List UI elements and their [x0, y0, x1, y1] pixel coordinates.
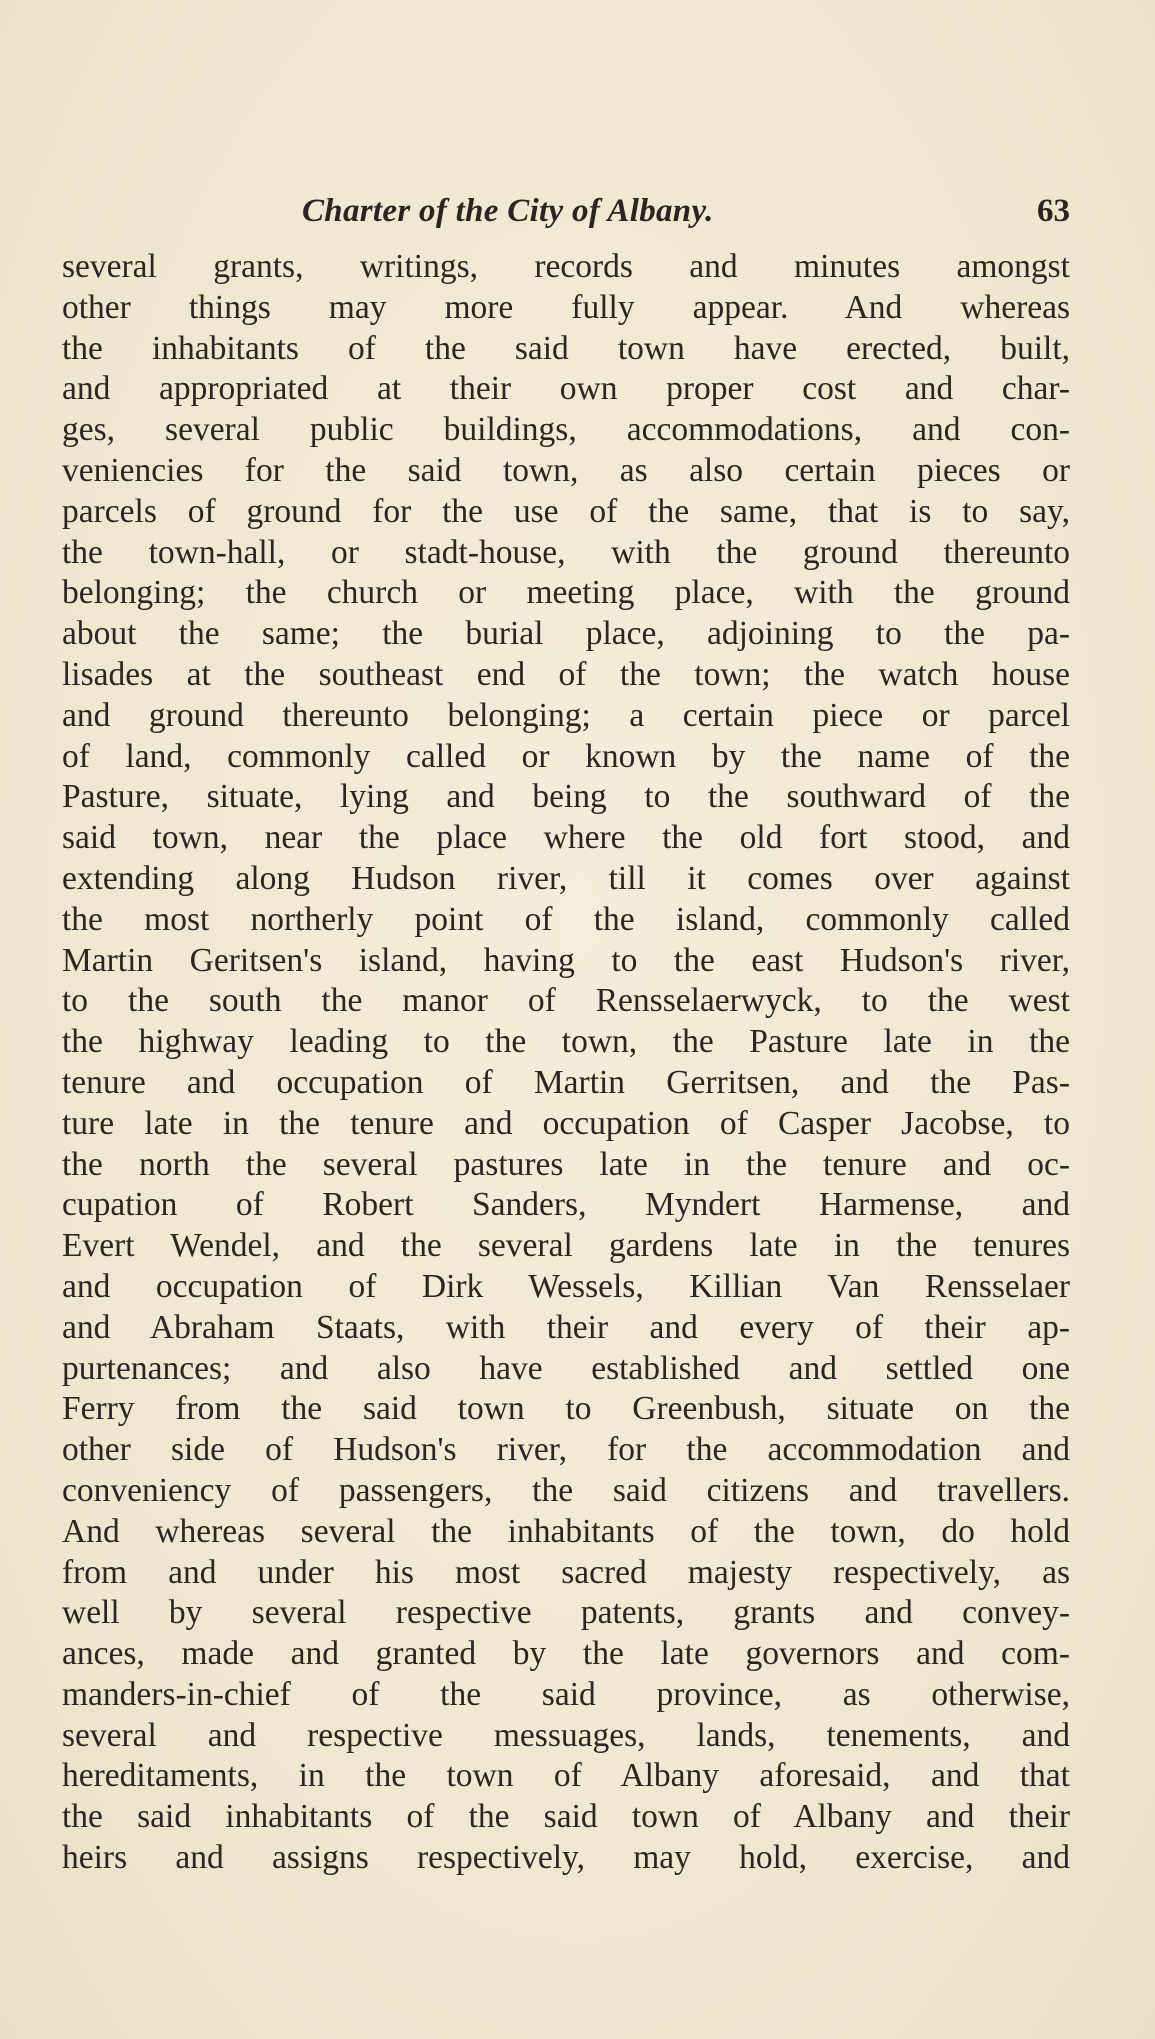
text-line: ture late in the tenure and occupation of Casper Jacobse, to [62, 1104, 1070, 1142]
text-line: the town-hall, or stadt-house, with the ground thereunto [62, 533, 1070, 571]
text-line: the said inhabitants of the said town of Albany and their [62, 1798, 1070, 1836]
text-line: purtenances; and also have established and settled one [62, 1349, 1070, 1387]
text-line: from and under his most sacred majesty respectively, as [62, 1553, 1070, 1591]
text-line: and appropriated at their own proper cost and char- [62, 370, 1070, 408]
text-line: Evert Wendel, and the several gardens late in the tenures [62, 1227, 1070, 1265]
text-line: and Abraham Staats, with their and every of their ap- [62, 1308, 1070, 1346]
text-line: heirs and assigns respectively, may hold, exercise, and [62, 1839, 1070, 1877]
text-line: several and respective messuages, lands, tenements, and [62, 1716, 1070, 1754]
text-line: and ground thereunto belonging; a certain piece or parcel [62, 696, 1070, 734]
text-line: cupation of Robert Sanders, Myndert Harmense, and [62, 1186, 1070, 1224]
text-line: Martin Geritsen's island, having to the east Hudson's river, [62, 941, 1070, 979]
text-line: ances, made and granted by the late governors and com- [62, 1635, 1070, 1673]
text-line: well by several respective patents, grants and convey- [62, 1594, 1070, 1632]
text-line: the inhabitants of the said town have erected, built, [62, 329, 1070, 367]
text-line: several grants, writings, records and minutes amongst [62, 248, 1070, 285]
page-number: 63 [1037, 193, 1070, 229]
text-line: of land, commonly called or known by the name of the [62, 737, 1070, 775]
text-line: Ferry from the said town to Greenbush, situate on the [62, 1390, 1070, 1428]
text-line: the most northerly point of the island, commonly called [62, 900, 1070, 938]
running-head [62, 186, 1070, 236]
text-line: the highway leading to the town, the Pasture late in the [62, 1023, 1070, 1061]
running-title: Charter of the City of Albany. [302, 193, 714, 229]
text-line: about the same; the burial place, adjoining to the pa- [62, 615, 1070, 653]
text-line: to the south the manor of Rensselaerwyck, to the west [62, 982, 1070, 1020]
text-line: manders-in-chief of the said province, as otherwise, [62, 1675, 1070, 1713]
text-line: other side of Hudson's river, for the accommodation and [62, 1431, 1070, 1469]
text-line: Pasture, situate, lying and being to the southward of the [62, 778, 1070, 816]
text-line: belonging; the church or meeting place, with the ground [62, 574, 1070, 612]
text-line: extending along Hudson river, till it comes over against [62, 859, 1070, 897]
text-line: veniencies for the said town, as also certain pieces or [62, 451, 1070, 489]
text-line: ges, several public buildings, accommodations, and con- [62, 411, 1070, 449]
text-line: parcels of ground for the use of the same, that is to say, [62, 492, 1070, 530]
text-line: and occupation of Dirk Wessels, Killian Van Rensselaer [62, 1267, 1070, 1305]
text-line: hereditaments, in the town of Albany aforesaid, and that [62, 1757, 1070, 1795]
body-text [62, 247, 1070, 1879]
text-line: tenure and occupation of Martin Gerritsen, and the Pas- [62, 1063, 1070, 1101]
text-line: said town, near the place where the old fort stood, and [62, 819, 1070, 857]
text-line: conveniency of passengers, the said citizens and travellers. [62, 1471, 1070, 1509]
text-line: lisades at the southeast end of the town; the watch house [62, 655, 1070, 693]
text-line: other things may more fully appear. And whereas [62, 288, 1070, 326]
text-line: And whereas several the inhabitants of the town, do hold [62, 1512, 1070, 1550]
text-line: the north the several pastures late in the tenure and oc- [62, 1145, 1070, 1183]
